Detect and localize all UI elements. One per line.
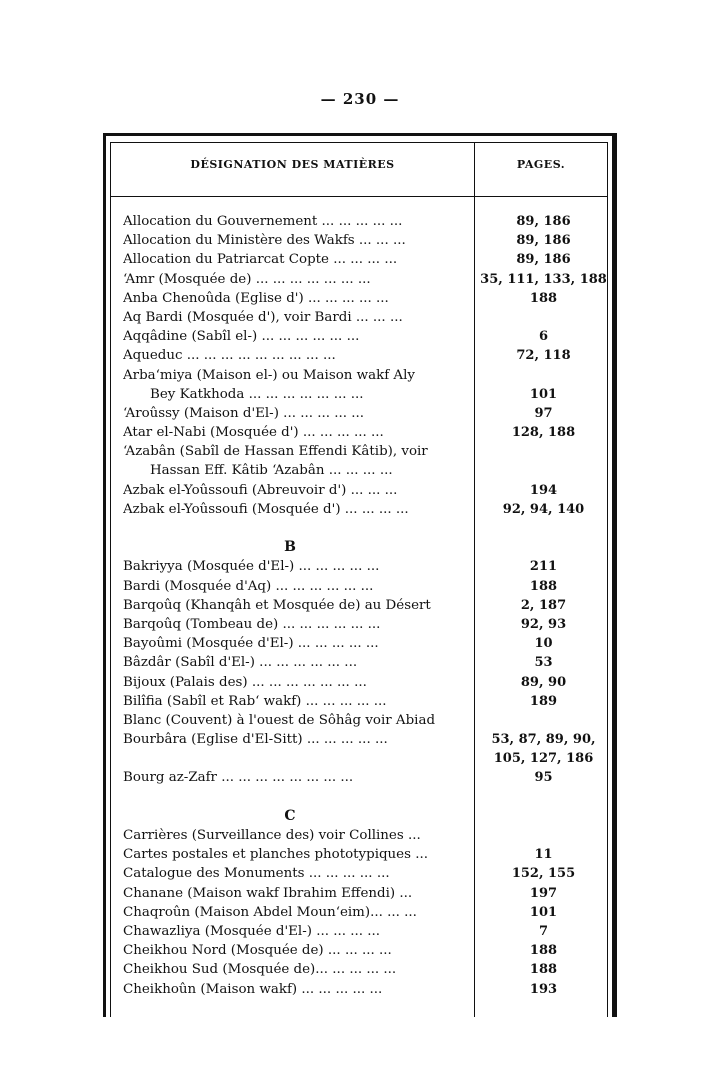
entry-pages: 188 <box>529 290 558 306</box>
table-row <box>0 596 720 615</box>
table-row <box>0 577 720 596</box>
table-row <box>0 673 720 692</box>
entry-text: ʻAroûssy (Maison d'El-) ... ... ... ... ... <box>123 405 365 421</box>
entry-pages: 105, 127, 186 <box>493 751 594 767</box>
entry-text: Aqueduc ... ... ... ... ... ... ... ... ... <box>123 348 336 364</box>
entry-pages: 10 <box>534 636 553 652</box>
table-row <box>0 250 720 269</box>
table-row <box>0 500 720 519</box>
entry-text: Blanc (Couvent) à l'ouest de Sôhâg voir Abiad <box>123 712 436 728</box>
entry-text: Bilîfia (Sabîl et Rabʻ wakf) ... ... ... ... ... <box>123 693 387 709</box>
table-row <box>0 385 720 404</box>
entry-pages: 152, 155 <box>511 866 576 882</box>
table-row <box>0 826 720 845</box>
entry-text: Bijoux (Palais des) ... ... ... ... ... ... ... <box>123 674 367 690</box>
entry-text: Azbak el-Yoûssoufi (Mosquée d') ... ... ... ... <box>123 501 409 517</box>
table-row <box>0 730 720 749</box>
table-row <box>0 212 720 231</box>
table-row <box>0 481 720 500</box>
entry-text: Arbaʻmiya (Maison el-) ou Maison wakf Aly <box>123 367 415 383</box>
entry-text: Cheikhoûn (Maison wakf) ... ... ... ... ... <box>123 981 383 997</box>
entry-text: Atar el-Nabi (Mosquée d') ... ... ... ... ... <box>123 425 384 441</box>
entry-text: Cheikhou Nord (Mosquée de) ... ... ... ... <box>123 943 392 959</box>
section-letter: C <box>284 807 296 824</box>
table-row <box>0 327 720 346</box>
table-row <box>0 692 720 711</box>
entry-text: ʻAmr (Mosquée de) ... ... ... ... ... ... ... <box>123 271 371 287</box>
table-row <box>0 864 720 883</box>
entry-text: Bâzdâr (Sabîl d'El-) ... ... ... ... ... ... <box>123 655 358 671</box>
entry-text: Carrières (Surveillance des) voir Collines ... <box>123 828 421 843</box>
table-row <box>0 404 720 423</box>
table-row <box>0 308 720 327</box>
table-row <box>0 749 720 768</box>
entry-text: Bourbâra (Eglise d'El-Sitt) ... ... ... ... ... <box>123 732 388 748</box>
entry-text: ʻAzabân (Sabîl de Hassan Effendi Kâtib), voir <box>123 444 428 460</box>
entry-text: Bey Katkhoda ... ... ... ... ... ... ... <box>150 386 364 402</box>
entry-text: Aqqâdine (Sabîl el-) ... ... ... ... ... ... <box>123 329 360 345</box>
entry-pages: 72, 118 <box>516 348 571 364</box>
table-row <box>0 922 720 941</box>
entry-pages: 188 <box>529 962 558 978</box>
table-row <box>0 711 720 730</box>
spacer-row <box>0 788 720 807</box>
entry-pages: 101 <box>529 904 558 920</box>
page-number: — 230 — <box>320 90 400 108</box>
entry-pages: 193 <box>529 981 558 997</box>
entry-pages: 11 <box>534 847 553 863</box>
entry-text: Chawazliya (Mosquée d'El-) ... ... ... ... <box>123 923 381 939</box>
entry-text: Allocation du Ministère des Wakfs ... ... ... <box>123 233 406 249</box>
entry-text: Barqoûq (Khanqâh et Mosquée de) au Désert <box>123 597 431 613</box>
entry-pages: 211 <box>529 559 558 575</box>
entry-pages: 92, 93 <box>520 616 567 632</box>
index-rows <box>0 212 720 999</box>
entry-text: Allocation du Gouvernement ... ... ... ... ... <box>123 214 403 229</box>
header-designation: DÉSIGNATION DES MATIÈRES <box>190 158 395 171</box>
entry-pages: 53, 87, 89, 90, <box>491 732 596 748</box>
section-letter: B <box>284 539 296 556</box>
entry-pages: 194 <box>529 482 558 498</box>
table-row <box>0 289 720 308</box>
entry-pages: 2, 187 <box>520 597 567 613</box>
section-letter-row <box>0 807 720 826</box>
entry-text: Cartes postales et planches phototypiques ... <box>123 847 428 863</box>
entry-text: Cheikhou Sud (Mosquée de)... ... ... ... ... <box>123 962 397 978</box>
table-row <box>0 423 720 442</box>
header-pages: PAGES. <box>516 158 566 171</box>
table-row <box>0 941 720 960</box>
table-row <box>0 442 720 461</box>
entry-text: Allocation du Patriarcat Copte ... ... ... ... <box>123 252 398 268</box>
table-row <box>0 270 720 289</box>
table-row <box>0 960 720 979</box>
table-row <box>0 461 720 480</box>
entry-pages: 7 <box>538 923 549 939</box>
entry-pages: 89, 90 <box>520 674 567 690</box>
entry-pages: 89, 186 <box>516 252 571 268</box>
table-row <box>0 346 720 365</box>
entry-pages: 89, 186 <box>516 214 571 229</box>
entry-pages: 101 <box>529 386 558 402</box>
table-row <box>0 557 720 576</box>
entry-text: Bakriyya (Mosquée d'El-) ... ... ... ... ... <box>123 559 380 575</box>
entry-text: Azbak el-Yoûssoufi (Abreuvoir d') ... ... ... <box>123 482 398 498</box>
table-row <box>0 231 720 250</box>
entry-pages: 128, 188 <box>511 425 576 441</box>
spacer-row <box>0 519 720 538</box>
table-row <box>0 653 720 672</box>
entry-pages: 189 <box>529 693 558 709</box>
entry-text: Bardi (Mosquée d'Aq) ... ... ... ... ... ... <box>123 578 374 594</box>
entry-text: Bayoûmi (Mosquée d'El-) ... ... ... ... ... <box>123 636 379 652</box>
table-row <box>0 980 720 999</box>
entry-pages: 188 <box>529 578 558 594</box>
entry-text: Bourg az-Zafr ... ... ... ... ... ... ... ... <box>123 770 354 786</box>
entry-text: Catalogue des Monuments ... ... ... ... ... <box>123 866 390 882</box>
entry-text: Chanane (Maison wakf Ibrahim Effendi) ... <box>123 885 413 901</box>
entry-text: Aq Bardi (Mosquée d'), voir Bardi ... ... ... <box>123 309 403 325</box>
table-row <box>0 903 720 922</box>
entry-pages: 35, 111, 133, 188 <box>480 271 607 287</box>
table-row <box>0 845 720 864</box>
table-row <box>0 634 720 653</box>
entry-pages: 89, 186 <box>516 233 571 249</box>
entry-pages: 92, 94, 140 <box>502 501 585 517</box>
table-row <box>0 884 720 903</box>
table-row <box>0 768 720 787</box>
table-row <box>0 615 720 634</box>
entry-pages: 197 <box>529 885 558 901</box>
entry-text: Barqoûq (Tombeau de) ... ... ... ... ... ... <box>123 616 381 632</box>
entry-text: Anba Chenoûda (Eglise d') ... ... ... ... ... <box>123 290 389 306</box>
entry-text: Chaqroûn (Maison Abdel Mounʻeim)... ... ... <box>123 904 417 920</box>
entry-pages: 95 <box>534 770 553 786</box>
entry-pages: 97 <box>534 405 553 421</box>
entry-text: Hassan Eff. Kâtib ʻAzabân ... ... ... ... <box>150 463 393 479</box>
table-row <box>0 366 720 385</box>
entry-pages: 53 <box>534 655 553 671</box>
section-letter-row <box>0 538 720 557</box>
entry-pages: 6 <box>538 329 549 345</box>
entry-pages: 188 <box>529 943 558 959</box>
